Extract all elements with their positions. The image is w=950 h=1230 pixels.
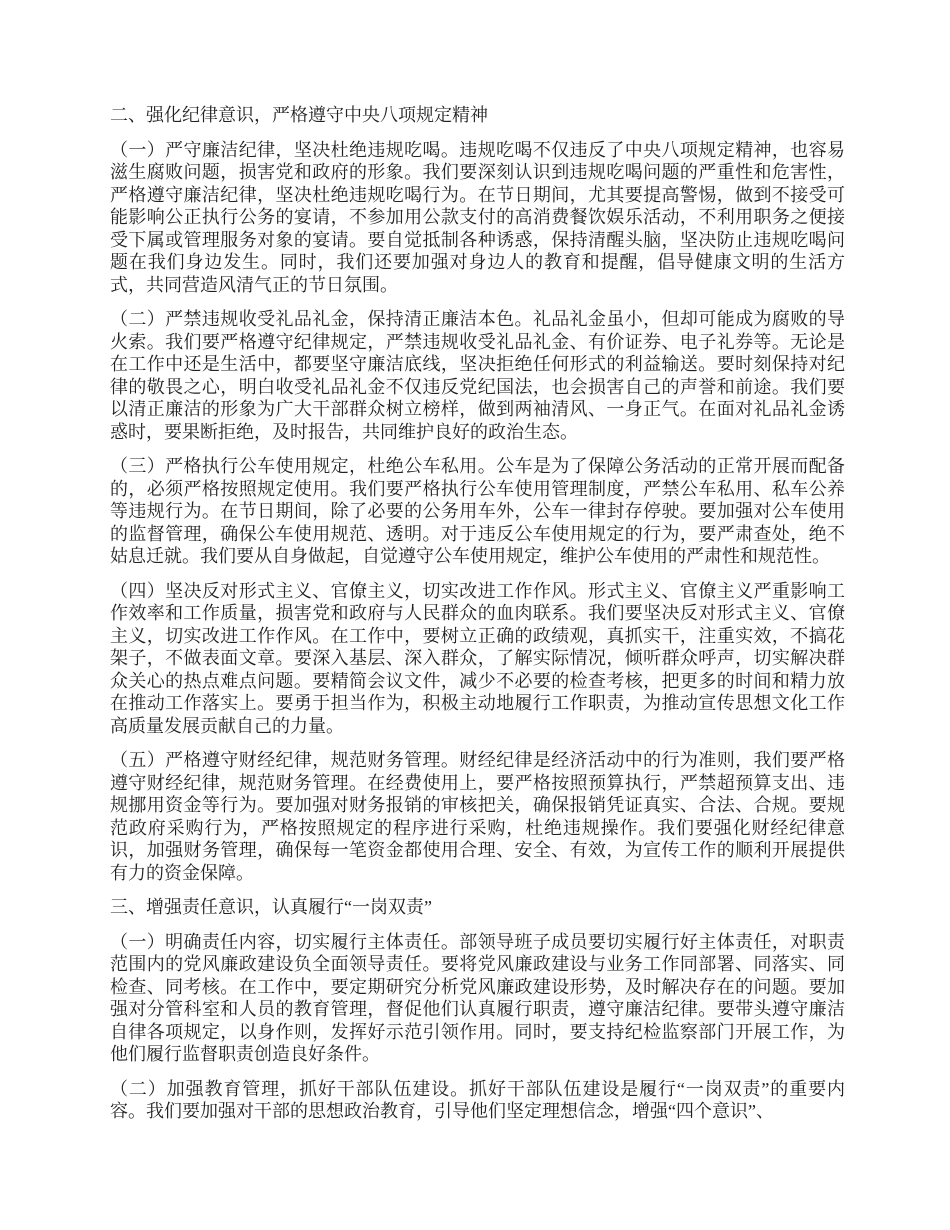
document-body: [110, 104, 845, 1123]
document-paragraph-3: （三）严格执行公车使用规定，杜绝公车私用。公车是为了保障公务活动的正常开展而配备的，必须严格按照规定使用。我们要严格执行公车使用管理制度，严禁公车私用、私车公养等违规行为。在节日期间，除了必要的公务用车外，公车一律封存停驶。要加强对公车使用的监督管理，确保公车使用规范、透明。对于违反公车使用规定的行为，要严肃查处，绝不姑息迁就。我们要从自身做起，自觉遵守公车使用规定，维护公车使用的严肃性和规范性。: [110, 456, 845, 566]
document-paragraph-1: （一）严守廉洁纪律，坚决杜绝违规吃喝。违规吃喝不仅违反了中央八项规定精神，也容易滋生腐败问题，损害党和政府的形象。我们要深刻认识到违规吃喝问题的严重性和危害性，严格遵守廉洁纪律，坚决杜绝违规吃喝行为。在节日期间，尤其要提高警惕，做到不接受可能影响公正执行公务的宴请，不参加用公款支付的高消费餐饮娱乐活动，不利用职务之便接受下属或管理服务对象的宴请。要自觉抵制各种诱惑，保持清醒头脑，坚决防止违规吃喝问题在我们身边发生。同时，我们还要加强对身边人的教育和提醒，倡导健康文明的生活方式，共同营造风清气正的节日氛围。: [110, 139, 845, 295]
document-paragraph-2: （二）严禁违规收受礼品礼金，保持清正廉洁本色。礼品礼金虽小，但却可能成为腐败的导火索。我们要严格遵守纪律规定，严禁违规收受礼品礼金、有价证券、电子礼券等。无论是在工作中还是生活中，都要坚守廉洁底线，坚决拒绝任何形式的利益输送。要时刻保持对纪律的敬畏之心，明白收受礼品礼金不仅违反党纪国法，也会损害自己的声誉和前途。我们要以清正廉洁的形象为广大干部群众树立榜样，做到两袖清风、一身正气。在面对礼品礼金诱惑时，要果断拒绝，及时报告，共同维护良好的政治生态。: [110, 309, 845, 442]
document-paragraph-5: （五）严格遵守财经纪律，规范财务管理。财经纪律是经济活动中的行为准则，我们要严格遵守财经纪律，规范财务管理。在经费使用上，要严格按照预算执行，严禁超预算支出、违规挪用资金等行为。要加强对财务报销的审核把关，确保报销凭证真实、合法、合规。要规范政府采购行为，严格按照规定的程序进行采购，杜绝违规操作。我们要强化财经纪律意识，加强财务管理，确保每一笔资金都使用合理、安全、有效，为宣传工作的顺利开展提供有力的资金保障。: [110, 750, 845, 883]
document-paragraph-7: （二）加强教育管理，抓好干部队伍建设。抓好干部队伍建设是履行“一岗双责”的重要内容。我们要加强对干部的思想政治教育，引导他们坚定理想信念，增强“四个意识”、: [110, 1078, 845, 1121]
section-heading-discipline: 二、强化纪律意识，严格遵守中央八项规定精神: [110, 105, 488, 125]
document-paragraph-4: （四）坚决反对形式主义、官僚主义，切实改进工作作风。形式主义、官僚主义严重影响工作效率和工作质量，损害党和政府与人民群众的血肉联系。我们要坚决反对形式主义、官僚主义，切实改进工作作风。在工作中，要树立正确的政绩观，真抓实干，注重实效，不搞花架子，不做表面文章。要深入基层、深入群众，了解实际情况，倾听群众呼声，切实解决群众关心的热点难点问题。要精简会议文件，减少不必要的检查考核，把更多的时间和精力放在推动工作落实上。要勇于担当作为，积极主动地履行工作职责，为推动宣传思想文化工作高质量发展贡献自己的力量。: [110, 580, 845, 736]
document-paragraph-6: （一）明确责任内容，切实履行主体责任。部领导班子成员要切实履行好主体责任，对职责范围内的党风廉政建设负全面领导责任。要将党风廉政建设与业务工作同部署、同落实、同检查、同考核。在工作中，要定期研究分析党风廉政建设形势，及时解决存在的问题。要加强对分管科室和人员的教育管理，督促他们认真履行职责，遵守廉洁纪律。要带头遵守廉洁自律各项规定，以身作则，发挥好示范引领作用。同时，要支持纪检监察部门开展工作，为他们履行监督职责创造良好条件。: [110, 931, 845, 1064]
section-heading-responsibility: 三、增强责任意识，认真履行“一岗双责”: [110, 897, 432, 917]
